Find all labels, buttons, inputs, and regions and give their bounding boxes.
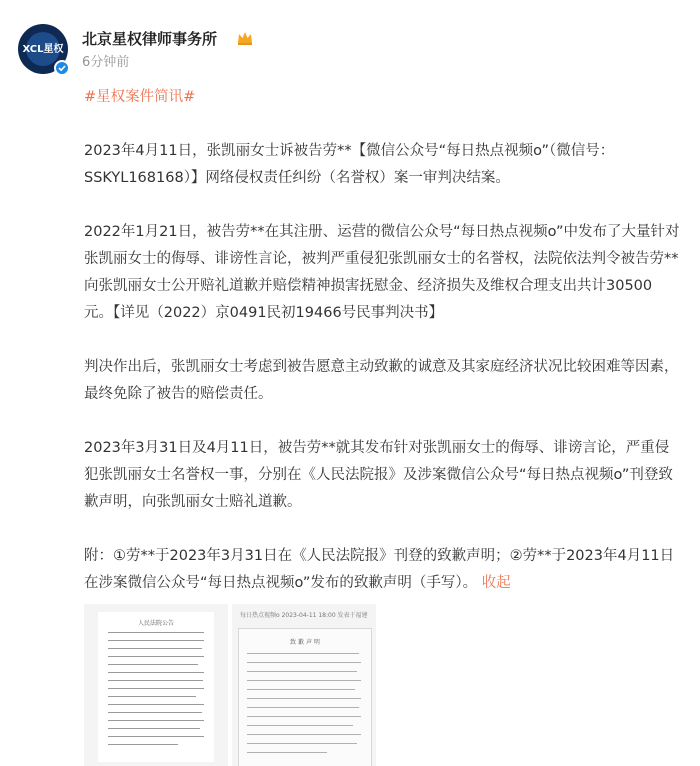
post-header [0,0,700,80]
crown-icon [236,30,254,46]
letter-title: 致 歉 声 明 [290,639,320,646]
paragraph-1: 2023年4月11日，张凯丽女士诉被告劳**【微信公众号“每日热点视频o”（微信号：SSKYL168168）】网络侵权责任纠纷（名誉权）案一审判决结案。 [84,143,615,186]
newspaper-title: 人民法院公告 [137,620,174,627]
post-time[interactable]: 6分钟前 [82,55,130,70]
image-thumbnail-newspaper[interactable] [84,604,228,766]
paragraph-5 [84,543,680,597]
post-body [84,84,680,597]
newspaper-page [98,612,214,762]
author-name[interactable]: 北京星权律师事务所 [82,30,218,48]
avatar-logo-text: XCL星权 [22,44,64,55]
paragraph-5-text: 附：①劳**于2023年3月31日在《人民法院报》刊登的致歉声明；②劳**于2023年4月11日在涉案微信公众号“每日热点视频o”发布的致歉声明（手写）。 [84,548,675,591]
handwritten-letter [238,628,372,766]
paragraph-3: 判决作出后，张凯丽女士考虑到被告愿意主动致歉的诚意及其家庭经济状况比较困难等因素，最终免除了被告的赔偿责任。 [84,359,679,402]
image-thumbnail-handwritten[interactable] [232,604,376,766]
paragraph-2: 2022年1月21日，被告劳**在其注册、运营的微信公众号“每日热点视频o”中发布了大量针对张凯丽女士的侮辱、诽谤性言论，被判严重侵犯张凯丽女士的名誉权，法院依法判令被告劳**向张凯丽女士公开赔礼道歉并赔偿精神损害抚慰金、经济损失及维权合理支出共计30500元。【详见（2022）京0491民初19466号民事判决书】 [84,224,680,321]
article-header: 每日热点视频o 2023-04-11 18:00 发表于福建 [240,612,368,619]
paragraph-4: 2023年3月31日及4月11日，被告劳**就其发布针对张凯丽女士的侮辱、诽谤言论，严重侵犯张凯丽女士名誉权一事，分别在《人民法院报》及涉案微信公众号“每日热点视频o”刊登致歉声明，向张凯丽女士赔礼道歉。 [84,440,673,510]
verified-badge-icon [54,60,70,76]
image-gallery [84,604,680,766]
topic-tag[interactable]: #星权案件简讯# [84,89,196,105]
collapse-button[interactable]: 收起 [481,575,511,591]
